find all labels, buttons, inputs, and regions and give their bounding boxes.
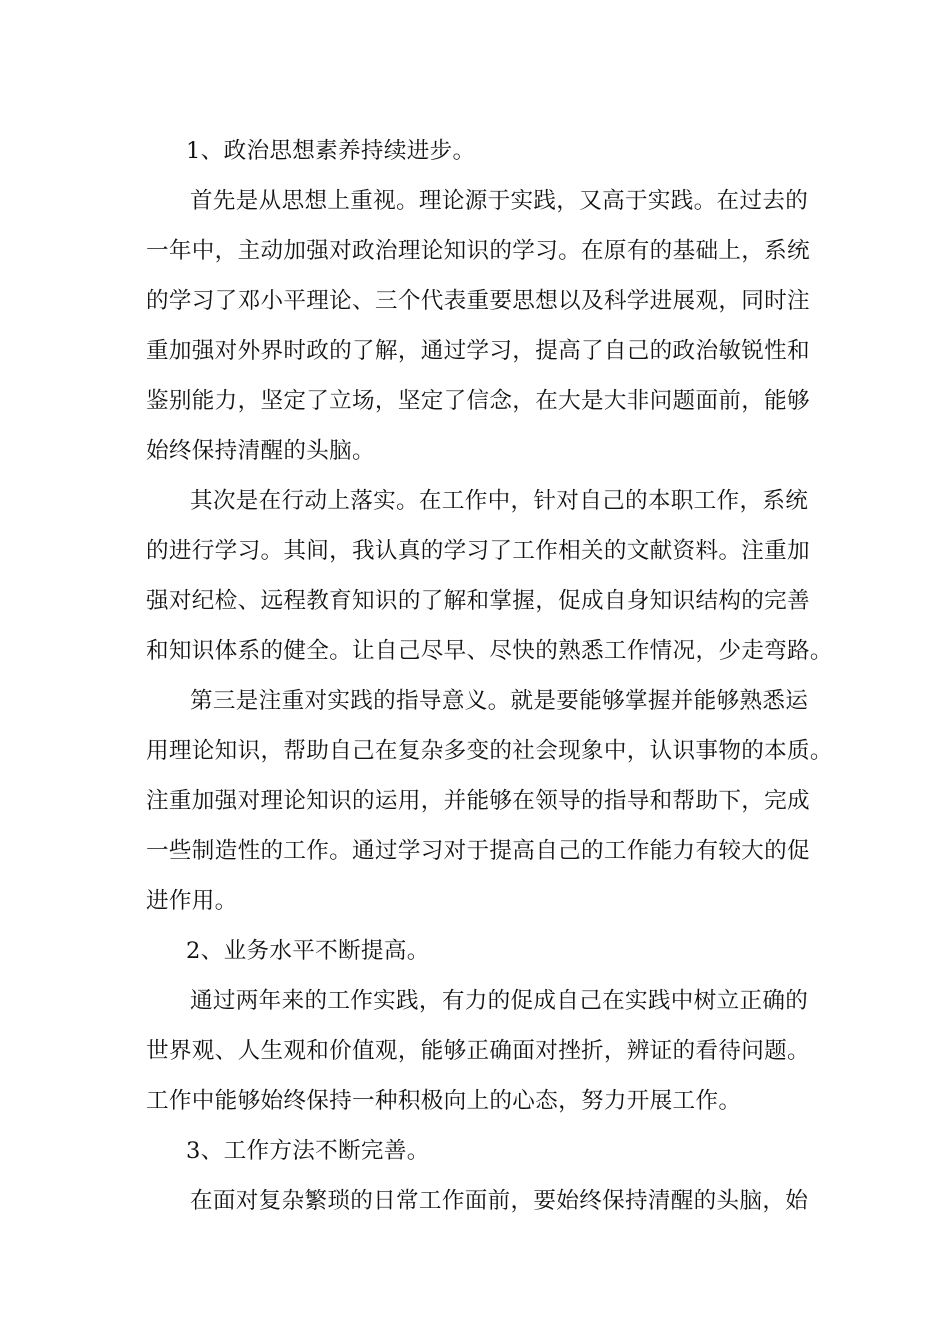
section-heading-2: 2、业务水平不断提高。 bbox=[186, 938, 430, 964]
paragraph-line: 在面对复杂繁琐的日常工作面前，要始终保持清醒的头脑，始 bbox=[190, 1188, 809, 1214]
paragraph-line: 的进行学习。其间，我认真的学习了工作相关的文献资料。注重加 bbox=[146, 538, 810, 564]
paragraph-line: 其次是在行动上落实。在工作中，针对自己的本职工作，系统 bbox=[190, 488, 809, 514]
paragraph-line: 首先是从思想上重视。理论源于实践，又高于实践。在过去的 bbox=[190, 188, 809, 214]
paragraph-line: 鉴别能力，坚定了立场，坚定了信念，在大是大非问题面前，能够 bbox=[146, 388, 810, 414]
paragraph-line: 通过两年来的工作实践，有力的促成自己在实践中树立正确的 bbox=[190, 988, 809, 1014]
paragraph-line: 的学习了邓小平理论、三个代表重要思想以及科学进展观，同时注 bbox=[146, 288, 810, 314]
paragraph-line: 第三是注重对实践的指导意义。就是要能够掌握并能够熟悉运 bbox=[190, 688, 809, 714]
paragraph-line: 一些制造性的工作。通过学习对于提高自己的工作能力有较大的促 bbox=[146, 838, 810, 864]
paragraph-line: 始终保持清醒的头脑。 bbox=[146, 438, 375, 464]
section-heading-1: 1、政治思想素养持续进步。 bbox=[186, 138, 476, 164]
paragraph-line: 用理论知识，帮助自己在复杂多变的社会现象中，认识事物的本质。 bbox=[146, 738, 833, 764]
paragraph-line: 世界观、人生观和价值观，能够正确面对挫折，辨证的看待问题。 bbox=[146, 1038, 810, 1064]
paragraph-line: 进作用。 bbox=[146, 888, 238, 914]
paragraph-line: 工作中能够始终保持一种积极向上的心态，努力开展工作。 bbox=[146, 1088, 742, 1114]
paragraph-line: 一年中，主动加强对政治理论知识的学习。在原有的基础上，系统 bbox=[146, 238, 810, 264]
paragraph-line: 强对纪检、远程教育知识的了解和掌握，促成自身知识结构的完善 bbox=[146, 588, 810, 614]
paragraph-line: 注重加强对理论知识的运用，并能够在领导的指导和帮助下，完成 bbox=[146, 788, 810, 814]
paragraph-line: 和知识体系的健全。让自己尽早、尽快的熟悉工作情况，少走弯路。 bbox=[146, 638, 833, 664]
section-heading-3: 3、工作方法不断完善。 bbox=[186, 1138, 430, 1164]
paragraph-line: 重加强对外界时政的了解，通过学习，提高了自己的政治敏锐性和 bbox=[146, 338, 810, 364]
